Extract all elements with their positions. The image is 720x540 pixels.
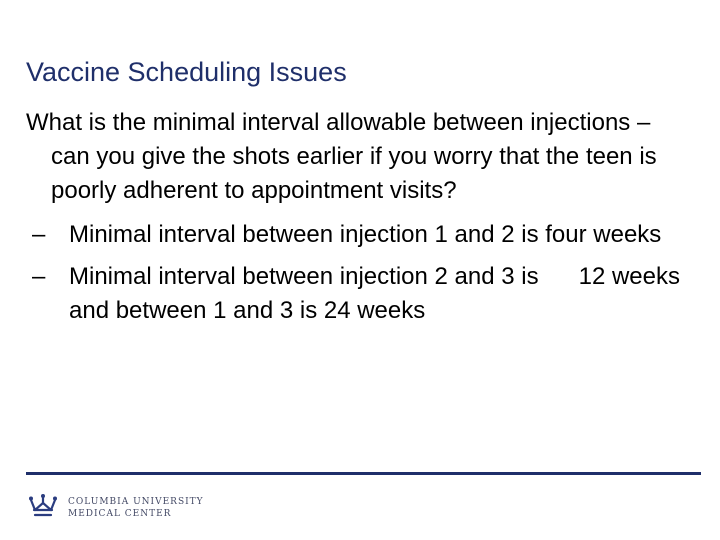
institution-line-1: COLUMBIA UNIVERSITY bbox=[68, 497, 204, 507]
institution-logo-text bbox=[68, 496, 204, 520]
crown-icon bbox=[28, 493, 58, 519]
main-question: What is the minimal interval allowable between injections – can you give the shots earlier if you worry that the teen is poorly adherent to appointment visits? bbox=[26, 109, 657, 204]
sub-point-list bbox=[26, 218, 687, 328]
sub-point-2-text: Minimal interval between injection 2 and 3 is 12 weeks and between 1 and 3 is 24 weeks bbox=[69, 263, 687, 324]
dash-bullet: – bbox=[32, 221, 46, 248]
sub-point-1 bbox=[26, 218, 689, 252]
institution-line-2: MEDICAL CENTER bbox=[68, 509, 172, 519]
slide-body bbox=[26, 106, 687, 328]
footer-rule bbox=[26, 472, 701, 475]
sub-point-1-text: Minimal interval between injection 1 and 2 is four weeks bbox=[69, 221, 662, 248]
sub-point-2 bbox=[26, 260, 689, 328]
dash-bullet: – bbox=[32, 263, 46, 290]
slide-title: Vaccine Scheduling Issues bbox=[26, 57, 347, 87]
